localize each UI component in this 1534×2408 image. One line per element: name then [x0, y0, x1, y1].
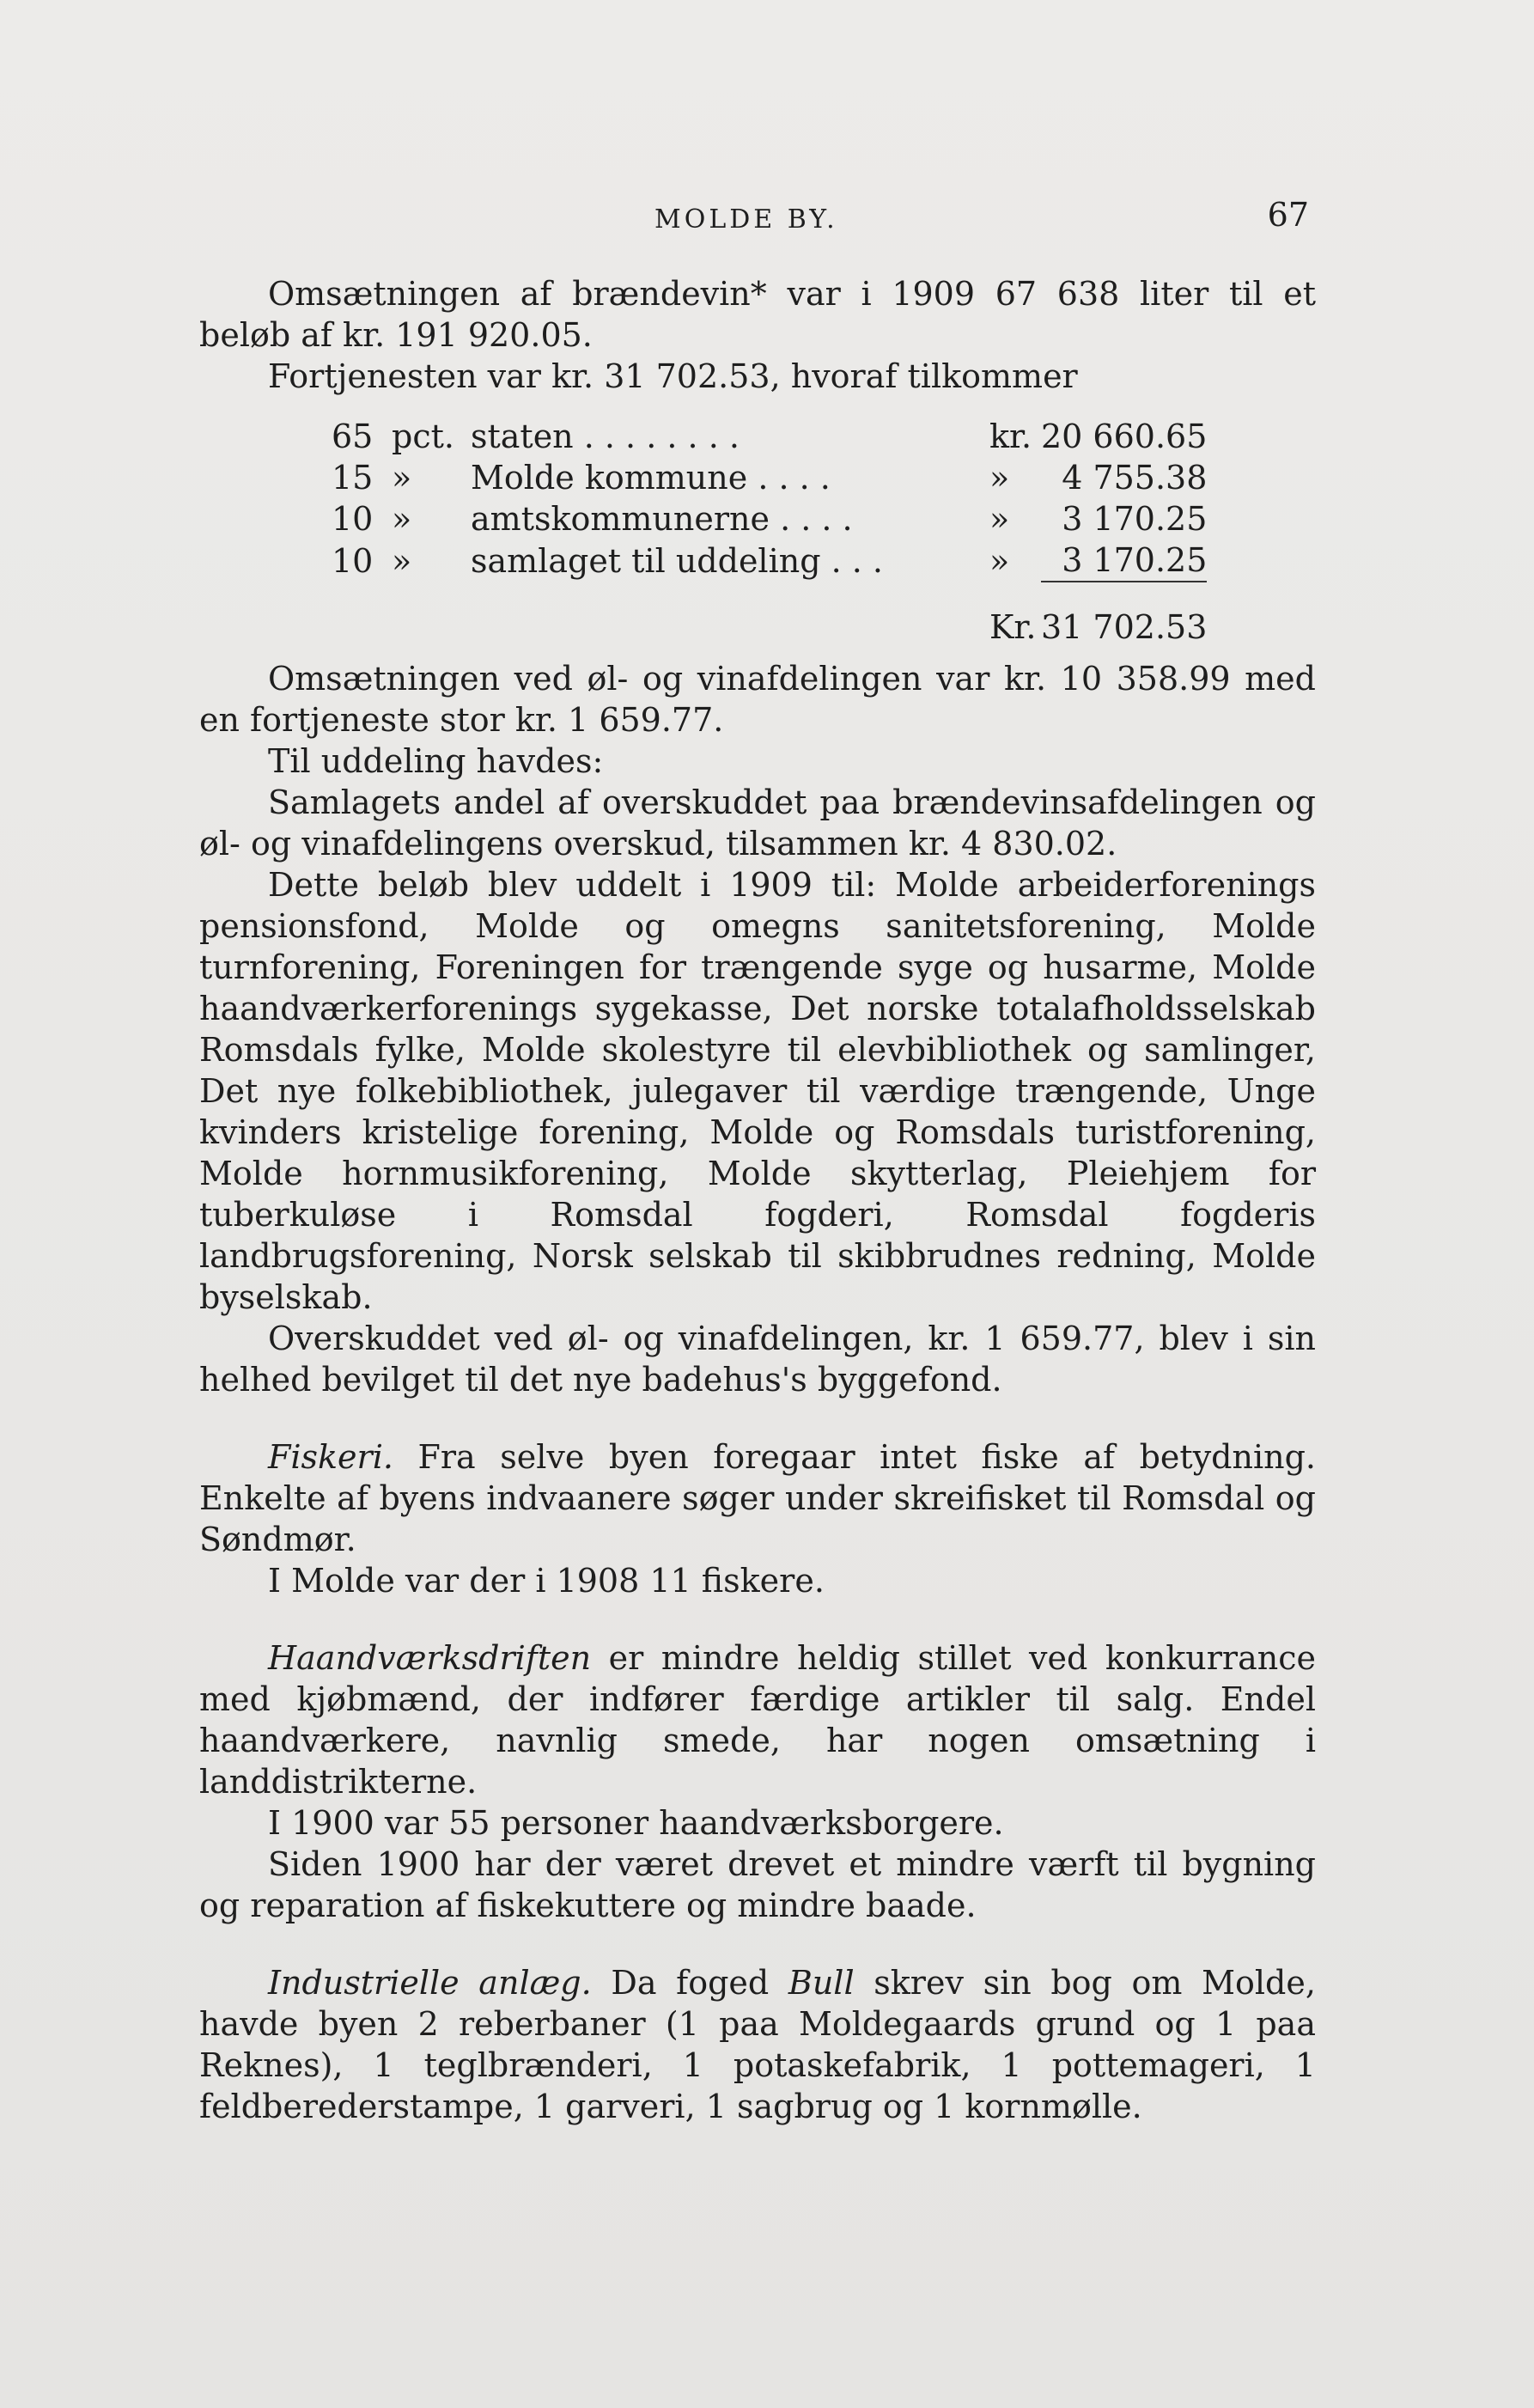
- allocation-row: [332, 416, 1207, 457]
- section-text: er mindre heldig stillet ved konkurrance med kjøbmænd, der indfører færdige artikler til salg. Endel haandværkere, navnlig smede, har nogen omsætning i landdistrikterne.: [199, 1639, 1316, 1801]
- page-number: 67: [1267, 196, 1309, 234]
- allocation-row: [332, 457, 1207, 498]
- section-text: Da foged: [611, 1964, 770, 2002]
- allocation-recipient: Molde kommune . . . .: [471, 459, 831, 497]
- section-text: skrev sin bog om Molde, havde byen 2 reberbaner (1 paa Moldegaards grund og 1 paa Reknes), 1 teglbrænderi, 1 potaskefabrik, 1 pottemageri, 1 feldberederstampe, 1 garveri, 1 sagbrug og 1 kornmølle.: [199, 1964, 1316, 2125]
- allocation-recipient: samlaget til uddeling . . .: [471, 542, 884, 580]
- allocation-unit: »: [392, 500, 412, 538]
- page-body: [199, 273, 1316, 2127]
- allocation-total-label: Kr.: [989, 608, 1037, 646]
- paragraph-profit: Fortjenesten var kr. 31 702.53, hvoraf tilkommer: [268, 357, 1078, 395]
- person-name: Bull: [788, 1964, 855, 2002]
- allocation-percent: 10: [332, 500, 374, 538]
- paragraph-badehus: Overskuddet ved øl- og vinafdelingen, kr. 1 659.77, blev i sin helhed bevilget til det nye badehus's byggefond.: [199, 1320, 1316, 1399]
- allocation-percent: 15: [332, 459, 374, 497]
- profit-allocation-table: [332, 416, 1207, 648]
- section-haandverk: [199, 1637, 1316, 1802]
- section-heading-industri: Industrielle anlæg.: [268, 1964, 592, 2002]
- allocation-row: [332, 498, 1207, 540]
- section-heading-fiskeri: Fiskeri.: [268, 1438, 393, 1476]
- paragraph-recipients: Dette beløb blev uddelt i 1909 til: Molde arbeiderforenings pensionsfond, Molde og omegns sanitetsforening, Molde turnforening, Foreningen for trængende syge og husarme, Molde haandværkerforenings sygekasse, Det norske totalafholdsselskab Romsdals fylke, Molde skolestyre til elevbibliothek og samlinger, Det nye folkebibliothek, julegaver til værdige trængende, Unge kvinders kristelige forening, Molde og Romsdals turistforening, Molde hornmusikforening, Molde skytterlag, Pleiehjem for tuberkuløse i Romsdal fogderi, Romsdal fogderis landbrugsforening, Norsk selskab til skibbrudnes redning, Molde byselskab.: [199, 866, 1316, 1316]
- allocation-row: [332, 540, 1207, 582]
- allocation-recipient: amtskommunerne . . . .: [471, 500, 853, 538]
- running-head: [199, 196, 1309, 247]
- allocation-recipient: staten . . . . . . . .: [471, 418, 740, 455]
- paragraph-brandevin-sales: Omsætningen af brændevin* var i 1909 67 638 liter til et beløb af kr. 191 920.05.: [199, 275, 1316, 354]
- section-industri: [199, 1962, 1316, 2127]
- allocation-percent: 65: [332, 418, 374, 455]
- paragraph-samlaget-share: Samlagets andel af overskuddet paa brændevinsafdelingen og øl- og vinafdelingens overskud, tilsammen kr. 4 830.02.: [199, 783, 1316, 863]
- paragraph-shipyard: Siden 1900 har der været drevet et mindre værft til bygning og reparation af fiskekuttere og mindre baade.: [199, 1845, 1316, 1924]
- allocation-currency: »: [989, 542, 1010, 580]
- paragraph-craftsmen-1900: I 1900 var 55 personer haandværksborgere.: [268, 1804, 1004, 1842]
- allocation-currency: »: [989, 500, 1010, 538]
- allocation-unit: »: [392, 459, 412, 497]
- paragraph-fishermen: I Molde var der i 1908 11 fiskere.: [268, 1562, 825, 1600]
- allocation-currency: kr.: [989, 418, 1032, 455]
- allocation-amount: 3 170.25: [1062, 500, 1208, 538]
- allocation-unit: pct.: [392, 418, 454, 455]
- allocation-amount: 20 660.65: [1041, 418, 1208, 455]
- allocation-total-row: [332, 582, 1207, 648]
- section-fiskeri: [199, 1436, 1316, 1560]
- allocation-total-amount: 31 702.53: [1041, 582, 1207, 648]
- section-heading-haandverk: Haandværksdriften: [268, 1639, 592, 1677]
- section-text: Fra selve byen foregaar intet fiske af betydning. Enkelte af byens indvaanere søger under skreifisket til Romsdal og Søndmør.: [199, 1438, 1316, 1558]
- allocation-amount: 4 755.38: [1062, 459, 1208, 497]
- allocation-percent: 10: [332, 542, 374, 580]
- allocation-unit: »: [392, 542, 412, 580]
- paragraph-distribution-intro: Til uddeling havdes:: [268, 742, 604, 780]
- allocation-currency: »: [989, 459, 1010, 497]
- running-title: MOLDE BY.: [654, 204, 838, 235]
- allocation-amount: 3 170.25: [1062, 541, 1208, 579]
- paragraph-beer-wine-sales: Omsætningen ved øl- og vinafdelingen var kr. 10 358.99 med en fortjeneste stor kr. 1 659.77.: [199, 660, 1316, 739]
